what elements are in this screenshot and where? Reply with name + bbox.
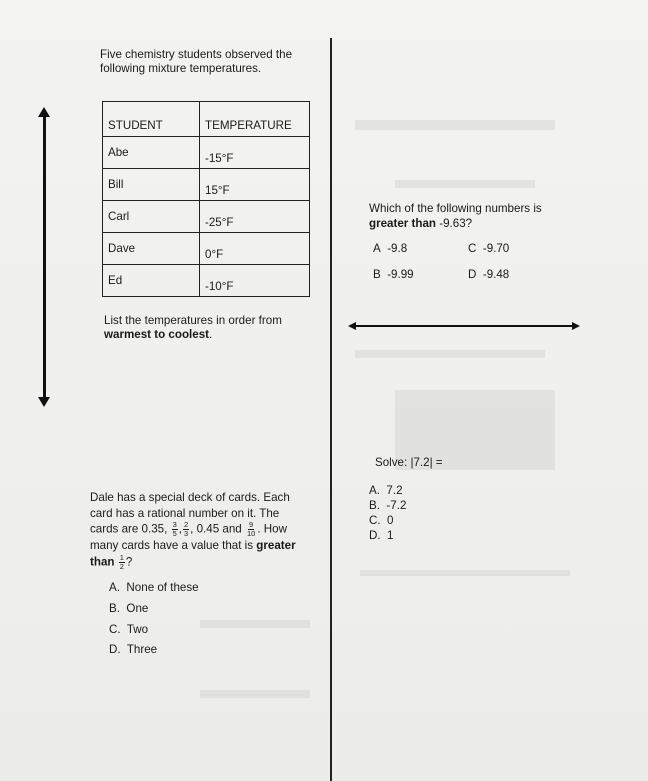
show-through-shadow (200, 690, 310, 698)
show-through-shadow (200, 620, 310, 628)
q2-choice-a[interactable] (109, 581, 199, 595)
q2-line (90, 538, 315, 554)
q3-text: -9.63? (439, 217, 473, 230)
q2-text: . How (257, 522, 287, 536)
q2-text: many cards have a value that is (90, 539, 254, 552)
choice-text: One (126, 602, 149, 615)
choice-letter: D (468, 268, 477, 281)
choice-letter: B. (369, 499, 380, 512)
q1-prompt-emphasis: warmest to coolest (104, 328, 210, 341)
q1-prompt (104, 314, 314, 342)
q2-line: cards are 0.35, $\frac{3}{5}$ , $\frac{2}{3}$ , 0.45 and $\frac{9}{10}$ . How (90, 520, 287, 538)
column-divider (330, 38, 332, 781)
choice-letter: C (468, 242, 477, 255)
choice-letter: A. (109, 581, 120, 594)
q1-intro: Five chemistry students observed the following mixture temperatures. (100, 48, 293, 75)
q3-line: Which of the following numbers is (369, 202, 542, 215)
q3-choice-b[interactable] (373, 268, 414, 282)
fraction-numerator: 2 (183, 520, 189, 529)
choice-letter: C. (109, 623, 121, 636)
choice-value: -9.70 (482, 242, 510, 255)
table-row (103, 169, 310, 201)
student-cell: Carl (103, 201, 200, 233)
choice-letter: A (373, 242, 381, 255)
q4-choice-a[interactable] (369, 484, 403, 498)
table-row (103, 265, 310, 297)
choice-letter: D. (369, 529, 381, 542)
choice-text: Three (126, 643, 158, 656)
fraction-denominator: 10 (246, 529, 256, 538)
q2-emphasis: than (90, 555, 115, 569)
temperature-cell: -10°F (200, 265, 310, 297)
choice-letter: C. (369, 514, 381, 527)
student-cell: Abe (103, 137, 200, 169)
table-row (103, 233, 310, 265)
choice-value: 7.2 (386, 484, 403, 497)
student-cell: Dave (103, 233, 200, 265)
vertical-number-line-arrow (43, 113, 46, 401)
temperature-cell: -15°F (200, 137, 310, 169)
q2-stem (90, 490, 315, 571)
fraction-one-half (119, 554, 125, 571)
fraction-denominator: 2 (119, 561, 124, 571)
student-cell: Ed (103, 265, 200, 297)
choice-value: 0 (387, 514, 394, 527)
fraction-three-fifths (172, 521, 178, 538)
choice-letter: A. (369, 484, 380, 497)
q3-choice-c[interactable] (468, 242, 509, 256)
choice-value: 1 (387, 529, 394, 542)
choice-value: -9.99 (387, 268, 414, 281)
fraction-numerator: 1 (119, 552, 124, 562)
q2-emphasis: greater (256, 539, 296, 552)
fraction-numerator: 3 (172, 520, 177, 529)
show-through-shadow (360, 570, 570, 576)
q2-text: ? (125, 555, 133, 569)
fraction-nine-tenths (246, 521, 256, 538)
q2-choice-b[interactable] (109, 602, 148, 616)
q4-prompt: Solve: |7.2| = (375, 456, 443, 469)
choice-text: None of these (126, 581, 199, 594)
show-through-shadow (395, 180, 535, 188)
q2-line (90, 554, 315, 571)
q2-line: Dale has a special deck of cards. Each (90, 491, 290, 504)
choice-letter: B. (109, 602, 120, 615)
q2-line: card has a rational number on it. The (90, 506, 280, 520)
show-through-shadow (355, 350, 545, 358)
q4-choice-d[interactable] (369, 529, 394, 543)
choice-value: -9.48 (482, 268, 510, 281)
table-header-row (103, 102, 310, 137)
table-row (103, 137, 310, 169)
choice-letter: D. (109, 643, 121, 656)
q2-text: , 0.45 and (190, 522, 242, 536)
choice-text: Two (126, 623, 149, 636)
choice-value: -7.2 (386, 499, 407, 512)
temperature-cell: 0°F (200, 233, 310, 265)
q4-choice-c[interactable] (369, 514, 394, 528)
table-header-temperature: TEMPERATURE (200, 102, 310, 137)
table-header-student: STUDENT (103, 102, 200, 137)
fraction-denominator: 5 (172, 529, 177, 538)
show-through-shadow (355, 120, 555, 130)
q3-choice-d[interactable] (468, 268, 509, 282)
student-cell: Bill (103, 169, 200, 201)
q3-stem (369, 201, 599, 231)
fraction-numerator: 9 (249, 520, 254, 529)
q2-choice-d[interactable] (109, 643, 157, 657)
temperature-cell: 15°F (200, 169, 310, 201)
q1-prompt-text: List the temperatures in order from (104, 314, 282, 327)
q3-choice-a[interactable] (373, 242, 407, 256)
temperature-cell: -25°F (200, 201, 310, 233)
q2-choice-c[interactable] (109, 623, 148, 637)
table-row (103, 201, 310, 233)
fraction-denominator: 3 (183, 529, 189, 538)
fraction-two-thirds (183, 521, 189, 538)
choice-value: -9.8 (387, 242, 408, 255)
q3-line (369, 216, 599, 231)
q3-emphasis: greater than (369, 217, 437, 230)
temperature-table (102, 101, 310, 297)
choice-letter: B (373, 268, 381, 281)
q2-text: cards are 0.35, (90, 522, 168, 536)
q4-choice-b[interactable] (369, 499, 406, 513)
horizontal-number-line-arrow (352, 325, 576, 327)
q1-prompt-period: . (209, 328, 213, 341)
